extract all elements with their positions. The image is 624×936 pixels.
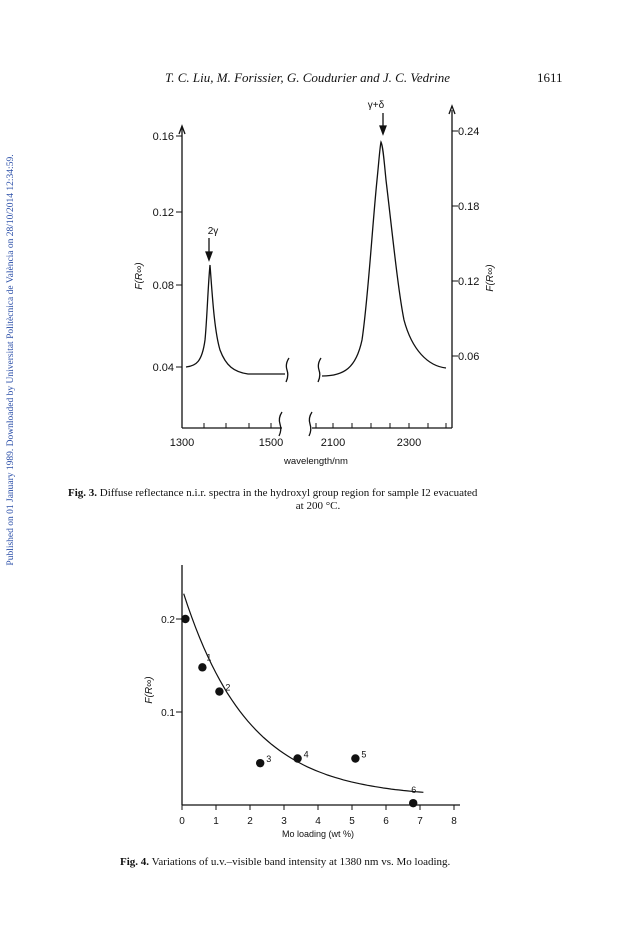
- fig3-arrowhead-2gamma: [206, 252, 212, 260]
- download-notice-text: Published on 01 January 1989. Downloaded by Universitat Politècnica de València on 28/10/2014 12:34:59.: [6, 154, 16, 566]
- fig4-data-point: [293, 754, 301, 762]
- fig4-data-point: [215, 687, 223, 695]
- fig3-left-y-tick-label: 0.16: [152, 131, 174, 143]
- fig3-x-tick-label: 1300: [169, 437, 195, 449]
- fig4-point-label: 2: [225, 682, 231, 693]
- fig3-ticks: [176, 131, 458, 428]
- fig3-axes: [179, 106, 455, 436]
- fig3-caption-line2: at 200 °C.: [295, 500, 341, 512]
- fig4-data-point: [256, 759, 264, 767]
- fig3-right-y-tick-label: 0.24: [458, 126, 480, 138]
- fig4-point-label: 6: [411, 785, 417, 796]
- running-head-authors: T. C. Liu, M. Forissier, G. Coudurier and J. C. Vedrine: [165, 70, 451, 85]
- fig3-curve-break-right: [318, 358, 321, 382]
- figure-3-spectrum-chart: [0, 95, 624, 475]
- fig3-axis-break-left: [279, 412, 282, 436]
- fig3-left-y-label: F(R∞): [134, 262, 145, 290]
- figure-3-caption: [68, 487, 568, 513]
- fig4-ticks: [176, 619, 454, 810]
- fig4-data-point: [181, 615, 189, 623]
- fig3-caption-line1: Diffuse reflectance n.i.r. spectra in the hydroxyl group region for sample I2 evacuated: [99, 487, 478, 499]
- fig4-x-tick-label: 7: [417, 816, 423, 827]
- figure-4-caption: [120, 856, 540, 869]
- fig4-point-label: 3: [266, 754, 272, 765]
- fig4-y-tick-label: 0.1: [161, 708, 175, 719]
- fig3-axis-break-right: [309, 412, 312, 436]
- fig4-x-tick-label: 1: [213, 816, 219, 827]
- fig3-caption-label: Fig. 3.: [68, 487, 98, 499]
- fig3-spectrum-2100-2300: [322, 142, 446, 376]
- fig3-x-tick-label: 1500: [258, 437, 284, 449]
- fig4-x-tick-label: 8: [451, 816, 457, 827]
- fig3-x-tick-label: 2300: [396, 437, 422, 449]
- fig3-annotation-arrows: [206, 113, 386, 260]
- page-number: 1611: [537, 70, 563, 85]
- fig4-y-axis-label: F(R∞): [144, 676, 155, 704]
- fig4-caption-label: Fig. 4.: [120, 856, 150, 868]
- fig4-point-label: 5: [361, 749, 367, 760]
- fig4-point-label: 4: [303, 749, 309, 760]
- fig4-x-tick-label: 6: [383, 816, 389, 827]
- fig3-x-tick-label: 2100: [320, 437, 346, 449]
- fig3-left-y-tick-label: 0.08: [152, 280, 174, 292]
- fig3-spectrum-1300-1500: [186, 265, 285, 374]
- fig4-x-tick-label: 0: [179, 816, 185, 827]
- fig4-axes: [182, 565, 460, 805]
- page-header: [0, 70, 624, 88]
- fig4-data-point: [351, 754, 359, 762]
- fig4-data-point: [198, 663, 206, 671]
- fig4-y-tick-label: 0.2: [161, 615, 175, 626]
- fig4-x-tick-label: 5: [349, 816, 355, 827]
- fig3-left-y-tick-label: 0.12: [152, 207, 174, 219]
- fig4-data-point: [409, 799, 417, 807]
- fig4-caption-text: Variations of u.v.–visible band intensity at 1380 nm vs. Mo loading.: [151, 856, 451, 868]
- fig3-left-y-tick-label: 0.04: [152, 362, 174, 374]
- fig3-right-y-label: F(R∞): [485, 264, 496, 292]
- fig4-x-tick-label: 3: [281, 816, 287, 827]
- fig3-arrowhead-gamma-delta: [380, 126, 386, 134]
- figure-4-scatter-chart: [0, 555, 624, 855]
- fig3-x-axis-label: wavelength/nm: [284, 456, 348, 467]
- fig3-annotation-gamma-delta: γ+δ: [367, 100, 385, 111]
- fig3-curve-break-left: [286, 358, 289, 382]
- fig4-points: [181, 615, 417, 808]
- fig4-x-axis-label: Mo loading (wt %): [281, 829, 355, 839]
- fig3-right-y-tick-label: 0.18: [458, 201, 480, 213]
- fig4-x-tick-label: 4: [315, 816, 321, 827]
- fig3-annotation-2gamma: 2γ: [207, 226, 219, 237]
- fig4-point-label: 1: [206, 652, 212, 663]
- fig3-right-y-tick-label: 0.06: [458, 351, 480, 363]
- fig4-x-tick-label: 2: [247, 816, 253, 827]
- fig3-right-y-tick-label: 0.12: [458, 276, 480, 288]
